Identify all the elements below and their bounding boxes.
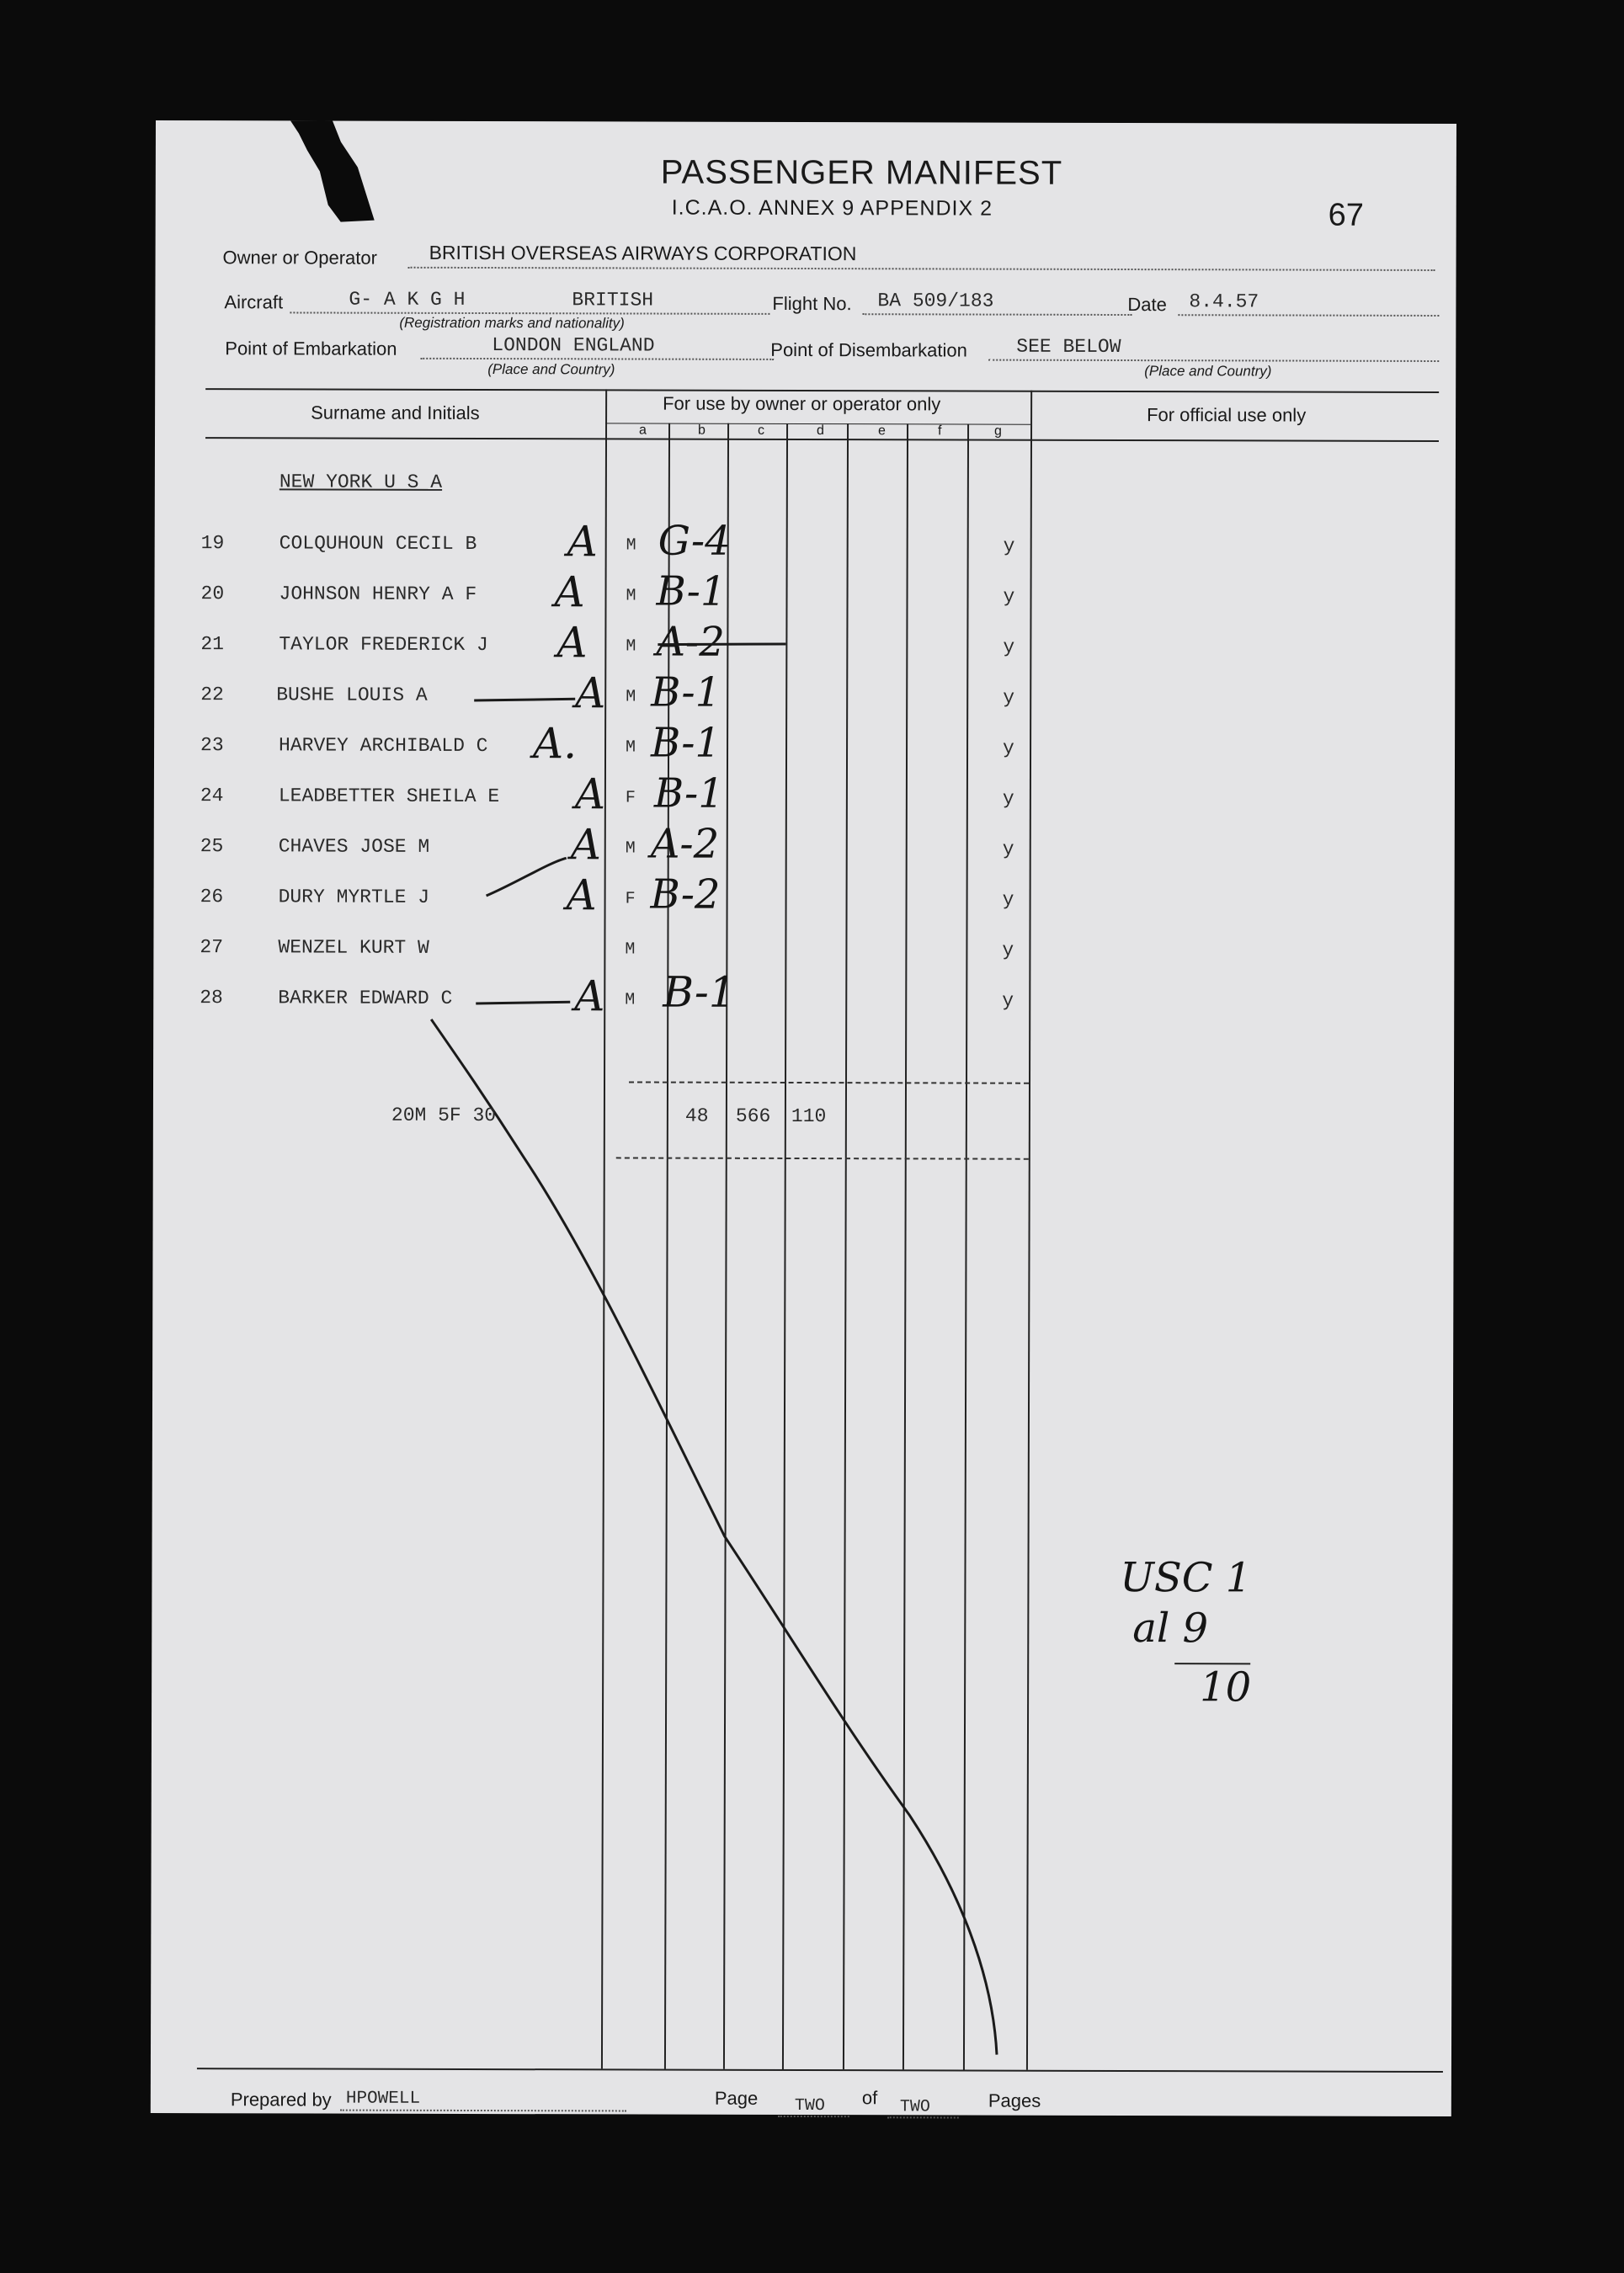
- seat-code: B-1: [651, 668, 721, 716]
- annotation-line2: al 9: [1132, 1605, 1209, 1653]
- document-title: PASSENGER MANIFEST: [660, 153, 1063, 192]
- subcol-b: b: [698, 423, 706, 438]
- sex-code: M: [625, 990, 636, 1010]
- col-g-mark: y: [1003, 686, 1015, 709]
- disembarkation-label: Point of Disembarkation: [770, 338, 967, 361]
- sex-code: M: [625, 838, 636, 859]
- row-number: 20: [200, 583, 225, 605]
- col-surname-header: Surname and Initials: [311, 402, 480, 424]
- sex-code: M: [625, 940, 636, 960]
- row-number: 28: [200, 987, 223, 1009]
- passenger-name: LEADBETTER SHEILA E: [278, 785, 500, 808]
- seat-code: A-2: [656, 618, 725, 666]
- subcol-e: e: [878, 423, 886, 439]
- total-c: 566: [735, 1105, 771, 1127]
- subcol-g: g: [994, 423, 1002, 439]
- passenger-name: HARVEY ARCHIBALD C: [279, 734, 488, 758]
- row-number: 23: [200, 734, 224, 757]
- of-label: of: [861, 2087, 878, 2109]
- page-label: Page: [714, 2087, 759, 2109]
- aircraft-label: Aircraft: [224, 291, 284, 313]
- col-g-mark: y: [1002, 989, 1014, 1012]
- col-g-mark: y: [1003, 636, 1015, 658]
- sex-code: M: [626, 737, 636, 758]
- embarkation-note: (Place and Country): [487, 361, 615, 378]
- owner-label: Owner or Operator: [222, 247, 378, 269]
- row-number: 26: [200, 886, 224, 908]
- passenger-name: CHAVES JOSE M: [278, 835, 430, 858]
- status-mark: A: [570, 820, 601, 870]
- col-g-mark: y: [1003, 737, 1014, 759]
- page-value: TWO: [794, 2095, 825, 2116]
- col-g-mark: y: [1002, 939, 1014, 961]
- date-label: Date: [1127, 294, 1167, 316]
- disembarkation-note: (Place and Country): [1144, 363, 1272, 380]
- prepared-by-value: HPOWELL: [345, 2089, 421, 2109]
- status-mark: A: [574, 769, 606, 819]
- aircraft-value: G- A K G H: [349, 288, 466, 311]
- row-number: 22: [200, 684, 224, 706]
- subcol-d: d: [817, 423, 824, 439]
- seat-code: B-2: [650, 870, 721, 918]
- total-b: 48: [684, 1105, 709, 1127]
- col-owner-header: For use by owner or operator only: [663, 392, 941, 415]
- col-official-header: For official use only: [1147, 404, 1307, 426]
- col-g-mark: y: [1003, 585, 1015, 608]
- of-value: TWO: [899, 2097, 930, 2117]
- row-number: 21: [200, 633, 225, 656]
- sex-code: M: [626, 535, 636, 556]
- disembarkation-value: SEE BELOW: [1016, 335, 1121, 359]
- row-number: 25: [200, 835, 224, 858]
- status-mark: A: [574, 971, 605, 1021]
- prepared-by-label: Prepared by: [230, 2089, 332, 2111]
- registration-note: (Registration marks and nationality): [399, 314, 625, 332]
- passenger-name: WENZEL KURT W: [278, 936, 429, 959]
- seat-code: B-1: [653, 769, 724, 817]
- sex-code: M: [626, 586, 636, 606]
- flight-value: BA 509/183: [877, 290, 994, 312]
- col-g-mark: y: [1002, 888, 1014, 911]
- col-g-mark: y: [1002, 838, 1014, 860]
- sex-code: F: [625, 889, 636, 909]
- seat-code: B-1: [656, 567, 727, 615]
- page-number: 67: [1328, 197, 1365, 233]
- sex-code: F: [625, 788, 636, 808]
- embarkation-label: Point of Embarkation: [225, 338, 397, 359]
- passenger-name: JOHNSON HENRY A F: [279, 583, 477, 605]
- nationality-value: BRITISH: [572, 289, 654, 311]
- subcol-a: a: [639, 423, 647, 438]
- subcol-f: f: [938, 423, 942, 439]
- document-subtitle: I.C.A.O. ANNEX 9 APPENDIX 2: [671, 195, 993, 221]
- row-number: 24: [200, 785, 224, 807]
- passenger-name: TAYLOR FREDERICK J: [279, 633, 488, 657]
- seat-code: B-1: [663, 967, 736, 1017]
- status-mark: A: [556, 618, 588, 668]
- manifest-sheet: [151, 120, 1456, 2116]
- subcol-c: c: [758, 423, 765, 438]
- embarkation-value: LONDON ENGLAND: [492, 334, 655, 357]
- destination-heading: NEW YORK U S A: [279, 471, 443, 493]
- status-mark: A.: [532, 719, 578, 769]
- flight-label: Flight No.: [772, 292, 852, 315]
- col-g-mark: y: [1003, 535, 1015, 557]
- annotation-line1: USC 1: [1120, 1554, 1252, 1602]
- status-mark: A: [566, 870, 597, 920]
- sex-code: M: [626, 687, 636, 707]
- total-d: 110: [791, 1105, 827, 1128]
- passenger-name: COLQUHOUN CECIL B: [279, 532, 477, 555]
- seat-code: B-1: [650, 719, 721, 767]
- totals-label: 20M 5F 30: [391, 1104, 497, 1127]
- pages-label: Pages: [988, 2089, 1041, 2111]
- row-number: 19: [200, 532, 225, 555]
- row-number: 27: [200, 936, 224, 959]
- annotation-line3: 10: [1200, 1663, 1252, 1711]
- col-g-mark: y: [1002, 787, 1014, 810]
- passenger-name: BARKER EDWARD C: [278, 987, 453, 1009]
- seat-code: A-2: [650, 820, 720, 868]
- date-value: 8.4.57: [1189, 290, 1259, 313]
- status-mark: A: [554, 567, 585, 617]
- passenger-name: BUSHE LOUIS A: [276, 684, 428, 706]
- passenger-name: DURY MYRTLE J: [278, 886, 430, 908]
- status-mark: A: [567, 517, 598, 567]
- status-mark: A: [575, 668, 606, 718]
- owner-value: BRITISH OVERSEAS AIRWAYS CORPORATION: [429, 241, 857, 265]
- sex-code: M: [626, 636, 636, 657]
- seat-code: G-4: [658, 517, 731, 565]
